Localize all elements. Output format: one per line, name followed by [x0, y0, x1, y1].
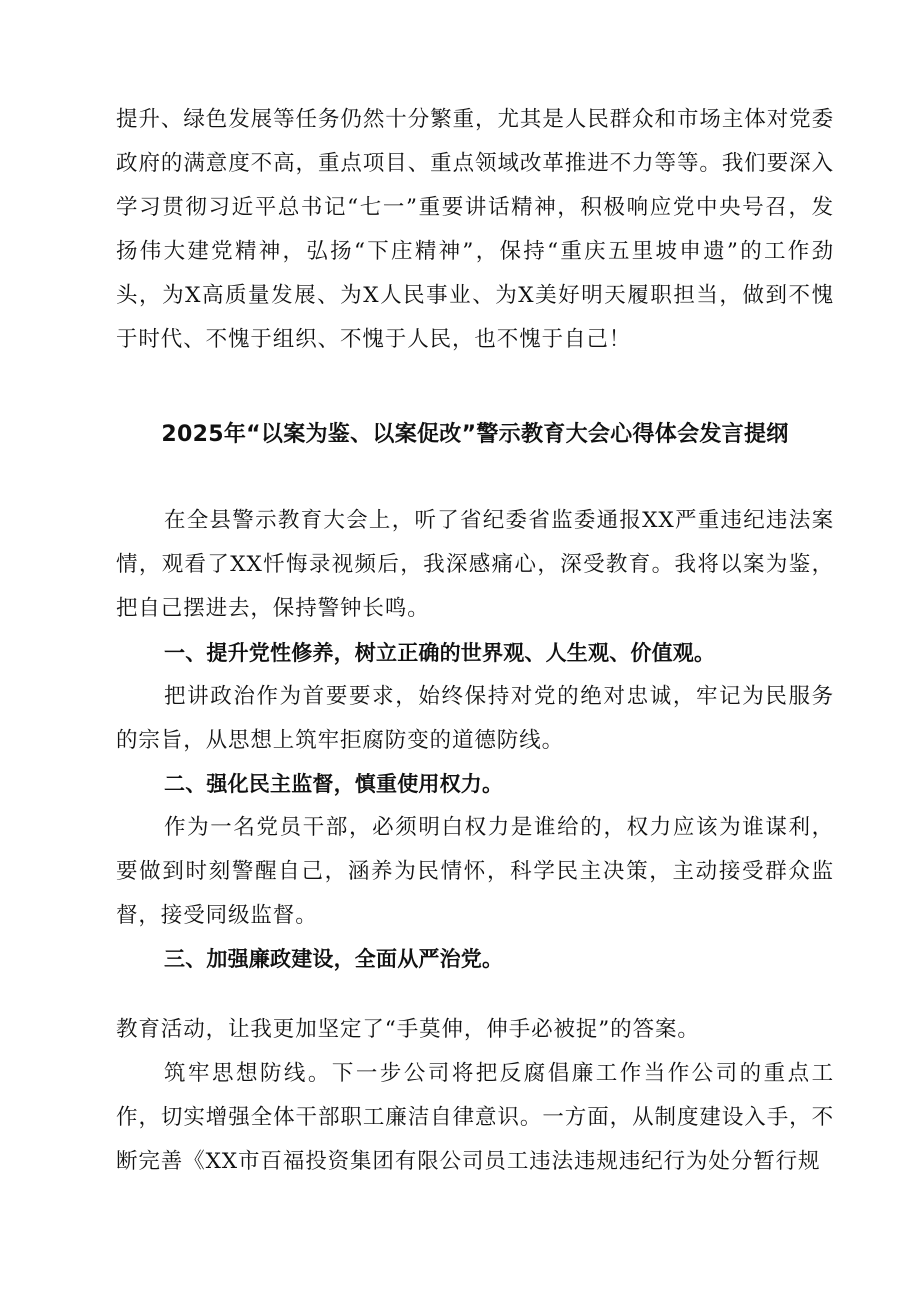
- section-3-body: 教育活动，让我更加坚定了“手莫伸，伸手必被捉”的答案。: [116, 1017, 700, 1042]
- section-2-heading: 二、强化民主监督，慎重使用权力。: [164, 772, 504, 796]
- document-title: 2025年“以案为鉴、以案促改”警示教育大会心得体会发言提纲: [161, 422, 789, 447]
- section-1-body: 把讲政治作为首要要求，始终保持对党的绝对忠诚，牢记为民服务的宗旨，从思想上筑牢拒腐防变的道德防线。: [116, 684, 834, 753]
- section-3-followup: 筑牢思想防线。下一步公司将把反腐倡廉工作当作公司的重点工作，切实增强全体干部职工廉洁自律意识。一方面，从制度建设入手，不断完善《XX市百福投资集团有限公司员工违法违规违纪行为处分暂行规: [116, 1061, 834, 1174]
- intro-paragraph: 提升、绿色发展等任务仍然十分繁重，尤其是人民群众和市场主体对党委政府的满意度不高，重点项目、重点领域改革推进不力等等。我们要深入学习贯彻习近平总书记“七一”重要讲话精神，积极响应党中央号召，发扬伟大建党精神，弘扬“下庄精神”，保持“重庆五里坡申遗”的工作劲头，为X高质量发展、为X人民事业、为X美好明天履职担当，做到不愧于时代、不愧于组织、不愧于人民，也不愧于自己！: [116, 107, 834, 352]
- section-1-heading: 一、提升党性修养，树立正确的世界观、人生观、价值观。: [164, 641, 716, 665]
- opening-paragraph: 在全县警示教育大会上，听了省纪委省监委通报XX严重违纪违法案情，观看了XX忏悔录视频后，我深感痛心，深受教育。我将以案为鉴，把自己摆进去，保持警钟长鸣。: [116, 508, 834, 621]
- section-3-heading: 三、加强廉政建设，全面从严治党。: [164, 947, 504, 971]
- section-2-body: 作为一名党员干部，必须明白权力是谁给的，权力应该为谁谋利，要做到时刻警醒自己，涵养为民情怀，科学民主决策，主动接受群众监督，接受同级监督。: [116, 815, 834, 928]
